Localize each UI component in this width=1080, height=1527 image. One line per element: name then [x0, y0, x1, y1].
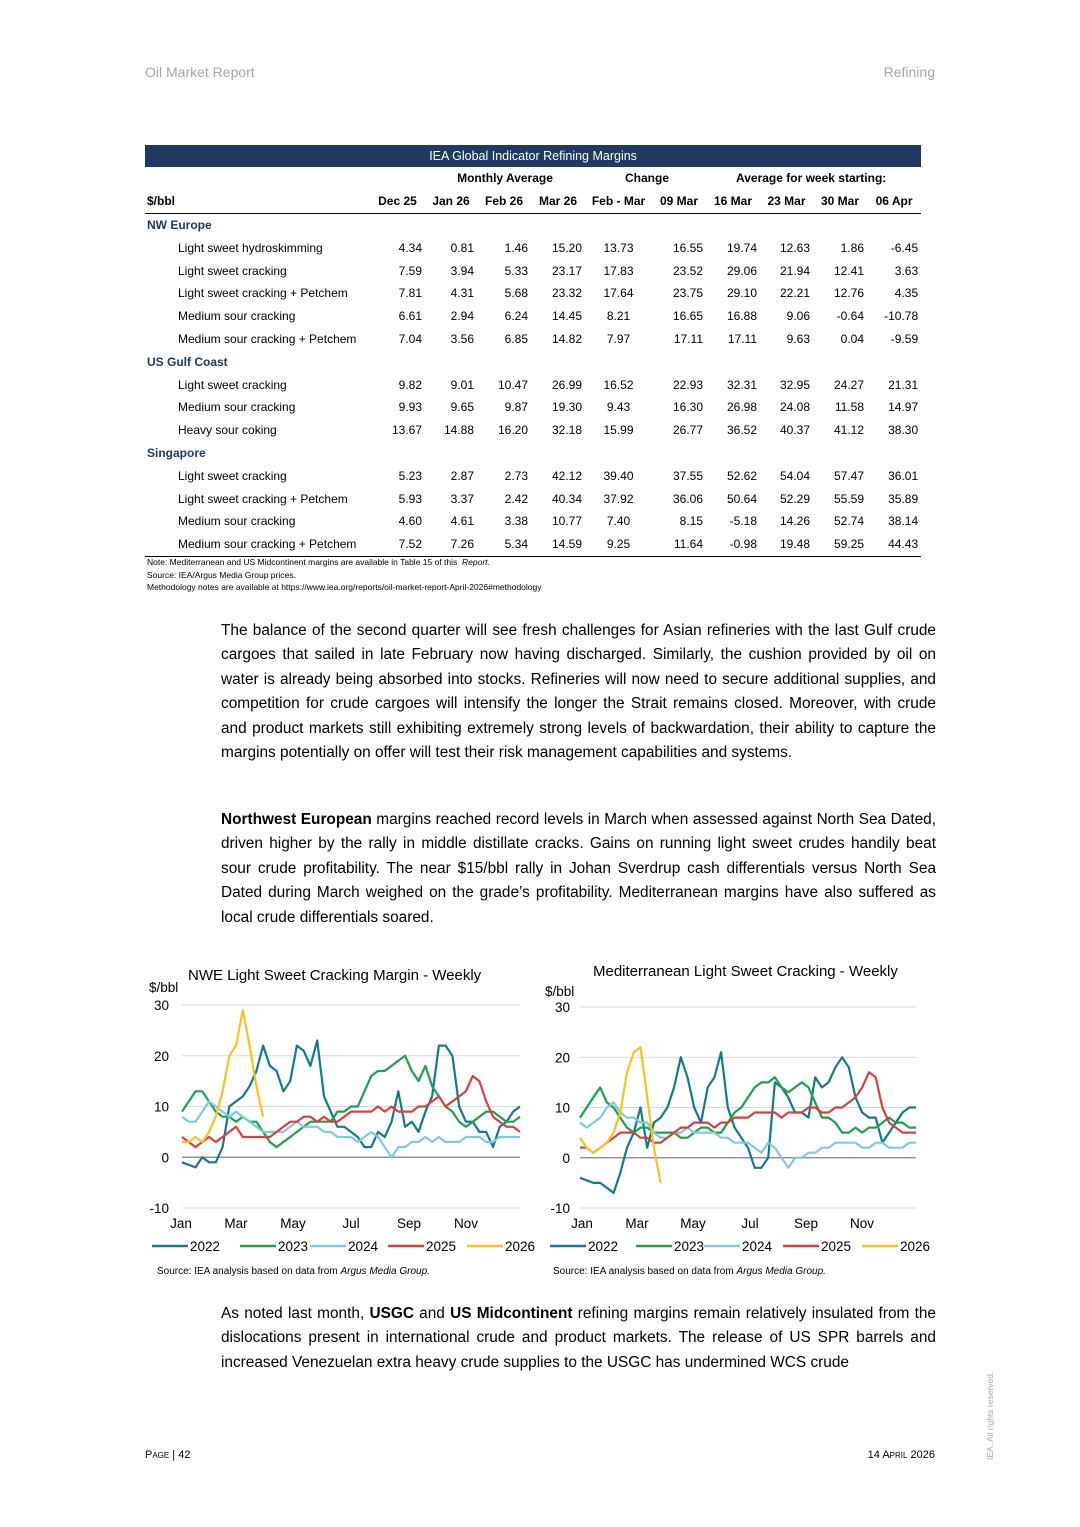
table-row [145, 396, 935, 419]
table-cell: 0.04 [840, 331, 864, 346]
paragraph-asian-refineries: The balance of the second quarter will see fresh challenges for Asian refineries with the last Gulf crude cargoes that sailed in late February now having discharged. Similarly, the cushion provided by oil on water is already being absorbed into stocks. Refineries will now need to secure additional supplies, and competition for crude cargoes will intensify the longer the Strait remains closed. Moreover, with crude and product markets still exhibiting extremely strong levels of backwardation, their ability to capture the margins potentially on offer will test their risk management capabilities and systems. [221, 622, 936, 762]
table-cell: 0.81 [450, 240, 474, 255]
table-cell: 2.42 [504, 491, 528, 506]
row-label: Heavy sour coking [178, 423, 277, 438]
legend-label: 2026 [505, 1239, 536, 1254]
nwe-bold: Northwest European [221, 811, 372, 828]
table-cell: 7.04 [398, 331, 422, 346]
table-cell: 36.01 [888, 468, 919, 483]
column-header: Feb 26 [477, 190, 531, 213]
row-label: Light sweet cracking [178, 377, 287, 392]
series-line-2026 [580, 1047, 661, 1183]
y-axis-label: $/bbl [545, 984, 575, 999]
region-row [145, 350, 935, 373]
legend-label: 2022 [588, 1239, 619, 1254]
table-cell: 38.14 [888, 514, 919, 529]
med-chart-svg [540, 958, 930, 1263]
table-notes [147, 556, 542, 594]
y-tick-label: 10 [153, 1099, 169, 1115]
table-cell: 9.65 [450, 400, 474, 415]
table-cell: 7.97 [606, 331, 631, 346]
legend-label: 2022 [190, 1239, 221, 1254]
nwe-text: margins reached record levels in March when assessed against North Sea Dated, driven higher by the rally in middle distillate cracks. Gains on running light sweet crudes handily beat sour crude profitability. The near $15/bbl rally in Johan Sverdrup cash differentials versus North Sea Dated during March weighed on the grade’s profitability. Mediterranean margins have also suffered as local crude differentials soared. [221, 811, 936, 926]
table-cell: 36.06 [672, 491, 703, 506]
x-tick-label: May [680, 1216, 706, 1231]
table-cell: 3.37 [450, 491, 474, 506]
page-number-value: 42 [178, 1449, 191, 1461]
column-header: Feb - Mar [585, 190, 652, 213]
series-line-2023 [182, 1056, 520, 1147]
table-cell: 5.68 [504, 286, 528, 301]
row-label: Medium sour cracking + Petchem [178, 331, 357, 346]
region-row [145, 442, 935, 465]
table-cell: -5.18 [729, 514, 757, 529]
table-cell: 29.06 [726, 263, 757, 278]
y-tick-label: -10 [149, 1201, 169, 1216]
table-cell: 11.58 [834, 400, 864, 415]
table-cell: 38.30 [888, 423, 919, 438]
table-cell: 16.30 [672, 400, 703, 415]
table-cell: 3.56 [450, 331, 474, 346]
table-row [145, 510, 935, 533]
table-cell: 57.47 [833, 468, 864, 483]
source-italic: Argus Media Group. [736, 1266, 826, 1277]
table-cell: 4.61 [450, 514, 474, 529]
table-cell: 4.35 [894, 286, 919, 301]
y-tick-label: 0 [161, 1150, 169, 1166]
table-cell: -6.45 [890, 240, 919, 255]
table-cell: 9.87 [504, 400, 528, 415]
nwe-chart [140, 958, 536, 1288]
table-cell: 21.31 [888, 377, 919, 392]
legend-label: 2026 [900, 1239, 931, 1254]
table-cell: 15.99 [603, 423, 634, 438]
row-label: Medium sour cracking [178, 309, 296, 324]
table-cell: 7.59 [398, 263, 422, 278]
table-cell: 5.34 [477, 533, 531, 556]
table-cell: 2.94 [450, 309, 474, 324]
group-header-row [145, 167, 935, 190]
table-cell: 40.37 [779, 423, 810, 438]
table-cell: 17.11 [727, 331, 757, 346]
x-tick-label: Jul [741, 1216, 759, 1231]
table-cell: 8.21 [606, 309, 631, 324]
y-tick-label: 10 [554, 1100, 570, 1116]
table-cell: 41.12 [833, 423, 864, 438]
x-tick-label: Mar [625, 1216, 649, 1231]
region-name: Singapore [147, 445, 206, 460]
table-cell: 40.34 [551, 491, 582, 506]
source-prefix: Source: IEA analysis based on data from [157, 1266, 341, 1277]
x-tick-label: Nov [453, 1216, 479, 1231]
copyright-note: IEA. All rights reserved. [985, 1371, 995, 1460]
usgc-text-a: As noted last month, [221, 1305, 370, 1322]
table-cell: 19.74 [726, 240, 757, 255]
table-cell: 15.20 [551, 240, 582, 255]
table-cell: 16.88 [726, 309, 757, 324]
table-cell: 36.52 [726, 423, 757, 438]
y-axis-label: $/bbl [149, 980, 179, 995]
table-row [145, 464, 935, 487]
region-row [145, 213, 935, 236]
y-tick-label: 0 [562, 1150, 570, 1166]
x-tick-label: Jan [571, 1216, 593, 1231]
table-cell: 5.33 [504, 263, 528, 278]
table-cell: 12.76 [833, 286, 864, 301]
table-cell: 1.86 [840, 240, 864, 255]
x-tick-label: Jul [342, 1216, 360, 1231]
table-cell: 26.98 [726, 400, 757, 415]
table-cell: 1.46 [504, 240, 528, 255]
table-cell: 29.10 [726, 286, 757, 301]
table-cell: 37.55 [672, 468, 703, 483]
table-cell: 52.74 [833, 514, 864, 529]
series-line-2022 [182, 1041, 520, 1168]
column-header: Dec 25 [370, 190, 425, 213]
table-row [145, 419, 935, 442]
table-cell: 11.64 [652, 533, 706, 556]
nwe-chart-svg [140, 958, 536, 1263]
table-row [145, 305, 935, 328]
table-cell: 26.77 [672, 423, 703, 438]
table-row [145, 487, 935, 510]
legend-label: 2023 [674, 1239, 705, 1254]
table-cell: 13.73 [603, 240, 634, 255]
methodology-line: Methodology notes are available at https://www.iea.org/reports/oil-market-report-April-2026#methodology [147, 582, 542, 592]
empty-cell [145, 167, 370, 190]
row-label: Medium sour cracking [178, 514, 296, 529]
table-cell: 9.82 [398, 377, 422, 392]
source-italic: Argus Media Group. [340, 1266, 430, 1277]
table-cell: 22.21 [779, 286, 810, 301]
chart-title: Mediterranean Light Sweet Cracking - Weekly [593, 963, 898, 980]
table-cell: 10.47 [497, 377, 528, 392]
table-cell: 14.26 [779, 514, 810, 529]
table-cell: 4.60 [398, 514, 422, 529]
column-header: $/bbl [145, 190, 370, 213]
empty-cell [370, 167, 425, 190]
table-cell: 9.93 [398, 400, 422, 415]
table-cell: 22.93 [672, 377, 703, 392]
table-cell: 7.81 [398, 286, 422, 301]
table-cell: 16.52 [603, 377, 634, 392]
usgc-text-c: and [413, 1305, 451, 1322]
row-label: Medium sour cracking + Petchem [145, 533, 370, 556]
legend-label: 2024 [742, 1239, 773, 1254]
table-row [145, 328, 935, 351]
table-cell: 3.63 [894, 263, 919, 278]
usgc-text-d: refining margins remain relatively insulated from the dislocations present in international crude and product markets. The release of US SPR barrels and increased Venezuelan extra heavy crude supplies to the USGC has undermined WCS crude [221, 1305, 936, 1371]
med-chart-source [553, 1266, 826, 1277]
table-cell: 17.83 [603, 263, 634, 278]
table-row [145, 259, 935, 282]
nwe-chart-source [157, 1266, 430, 1277]
report-title: Oil Market Report [145, 64, 255, 80]
legend-label: 2023 [278, 1239, 309, 1254]
x-tick-label: Jan [170, 1216, 192, 1231]
row-label: Light sweet cracking [178, 263, 287, 278]
table-cell: 19.48 [760, 533, 813, 556]
legend-label: 2024 [348, 1239, 379, 1254]
row-label: Medium sour cracking [178, 400, 296, 415]
x-tick-label: Nov [849, 1216, 875, 1231]
chart-title: NWE Light Sweet Cracking Margin - Weekly [188, 967, 482, 984]
table-cell: 32.95 [779, 377, 810, 392]
table-cell: 6.85 [504, 331, 528, 346]
region-name: US Gulf Coast [147, 354, 228, 369]
column-header: 16 Mar [706, 190, 760, 213]
table-cell: -0.98 [706, 533, 760, 556]
usgc-bold: USGC [369, 1305, 414, 1322]
column-header: Jan 26 [425, 190, 477, 213]
source-line: Source: IEA/Argus Media Group prices. [147, 569, 296, 580]
table-row [145, 533, 935, 556]
legend-label: 2025 [821, 1239, 852, 1254]
table-cell: 24.08 [779, 400, 810, 415]
table-cell: 9.43 [606, 400, 631, 415]
table-cell: 4.31 [450, 286, 474, 301]
table-cell: 14.82 [551, 331, 582, 346]
monthly-average-header: Monthly Average [457, 171, 553, 186]
paragraph-nwe-margins [221, 808, 936, 930]
table-row [145, 373, 935, 396]
table-cell: 21.94 [779, 263, 810, 278]
table-cell: 42.12 [551, 468, 582, 483]
table-cell: 14.88 [443, 423, 474, 438]
column-header-row [145, 190, 935, 213]
table-cell: -0.64 [836, 309, 864, 324]
column-header: 09 Mar [652, 190, 706, 213]
table-cell: 2.87 [450, 468, 474, 483]
table-cell: 9.01 [450, 377, 474, 392]
table-cell: 52.62 [726, 468, 757, 483]
table-cell: 32.31 [726, 377, 757, 392]
table-cell: -9.59 [890, 331, 919, 346]
row-label: Light sweet cracking + Petchem [178, 286, 348, 301]
table-cell: 8.15 [679, 514, 703, 529]
region-name: NW Europe [147, 217, 212, 232]
table-cell: 59.25 [813, 533, 867, 556]
table-cell: 9.25 [585, 533, 652, 556]
table-cell: 4.34 [398, 240, 422, 255]
change-header: Change [625, 171, 670, 186]
table-cell: 5.23 [398, 468, 422, 483]
table-cell: 55.59 [833, 491, 864, 506]
table-cell: 12.63 [779, 240, 810, 255]
table-row [145, 282, 935, 305]
weekly-average-header: Average for week starting: [736, 171, 887, 186]
y-tick-label: 20 [554, 1050, 570, 1066]
note-report-word: Report. [462, 557, 490, 567]
row-label: Light sweet hydroskimming [178, 240, 323, 255]
table-cell: 7.40 [606, 514, 631, 529]
y-tick-label: 30 [554, 1000, 570, 1015]
y-tick-label: -10 [550, 1201, 570, 1216]
table-cell: 12.41 [833, 263, 864, 278]
section-title: Refining [883, 64, 935, 80]
table-cell: 24.27 [833, 377, 864, 392]
table-cell: 10.77 [551, 514, 582, 529]
table-cell: 14.59 [531, 533, 585, 556]
table-title-row [145, 145, 935, 167]
row-label: Light sweet cracking + Petchem [178, 491, 348, 506]
table-cell: 52.29 [779, 491, 810, 506]
midcon-bold: US Midcontinent [450, 1305, 573, 1322]
report-date: 14 April 2026 [867, 1449, 935, 1461]
table-cell: 44.43 [867, 533, 921, 556]
series-line-2022 [580, 1052, 916, 1193]
table-cell: 23.75 [672, 286, 703, 301]
table-cell: 39.40 [603, 468, 634, 483]
table-cell: 54.04 [779, 468, 810, 483]
table-cell: 14.97 [888, 400, 919, 415]
table-cell: -10.78 [884, 309, 919, 324]
table-cell: 16.65 [672, 309, 703, 324]
x-tick-label: Mar [224, 1216, 248, 1231]
table-cell: 7.26 [425, 533, 477, 556]
table-cell: 17.64 [603, 286, 634, 301]
x-tick-label: Sep [396, 1216, 422, 1231]
y-tick-label: 30 [153, 998, 169, 1013]
table-cell: 23.32 [551, 286, 582, 301]
table-cell: 9.06 [786, 309, 810, 324]
table-cell: 7.52 [370, 533, 425, 556]
refining-margins-table [145, 145, 935, 557]
column-header: Mar 26 [531, 190, 585, 213]
table-cell: 23.17 [551, 263, 582, 278]
table-cell: 23.52 [672, 263, 703, 278]
row-label: Light sweet cracking [178, 468, 287, 483]
table-cell: 13.67 [391, 423, 422, 438]
table-cell: 9.63 [786, 331, 810, 346]
table-cell: 16.55 [672, 240, 703, 255]
table-cell: 32.18 [551, 423, 582, 438]
table-cell: 3.94 [450, 263, 474, 278]
table-cell: 6.61 [398, 309, 422, 324]
table-cell: 35.89 [888, 491, 919, 506]
legend-label: 2025 [426, 1239, 457, 1254]
table-cell: 26.99 [551, 377, 582, 392]
table-cell: 19.30 [551, 400, 582, 415]
x-tick-label: May [280, 1216, 306, 1231]
x-tick-label: Sep [793, 1216, 819, 1231]
note-line: Note: Mediterranean and US Midcontinent margins are available in Table 15 of this [147, 557, 458, 567]
med-chart [540, 958, 930, 1288]
column-header: 06 Apr [867, 190, 921, 213]
table-title: IEA Global Indicator Refining Margins [145, 145, 921, 167]
table-cell: 17.11 [673, 331, 703, 346]
table-cell: 3.38 [504, 514, 528, 529]
table-cell: 14.45 [551, 309, 582, 324]
paragraph-usgc-margins [221, 1302, 936, 1375]
table-cell: 5.93 [398, 491, 422, 506]
y-tick-label: 20 [153, 1048, 169, 1064]
source-prefix: Source: IEA analysis based on data from [553, 1266, 737, 1277]
table-cell: 16.20 [497, 423, 528, 438]
column-header: 23 Mar [760, 190, 813, 213]
page-number: Page | 42 [145, 1449, 191, 1461]
column-header: 30 Mar [813, 190, 867, 213]
page-label: Page [145, 1449, 170, 1461]
table-cell: 6.24 [504, 309, 528, 324]
table-row [145, 236, 935, 259]
table-cell: 37.92 [603, 491, 634, 506]
table-cell: 2.73 [504, 468, 528, 483]
table-cell: 50.64 [726, 491, 757, 506]
